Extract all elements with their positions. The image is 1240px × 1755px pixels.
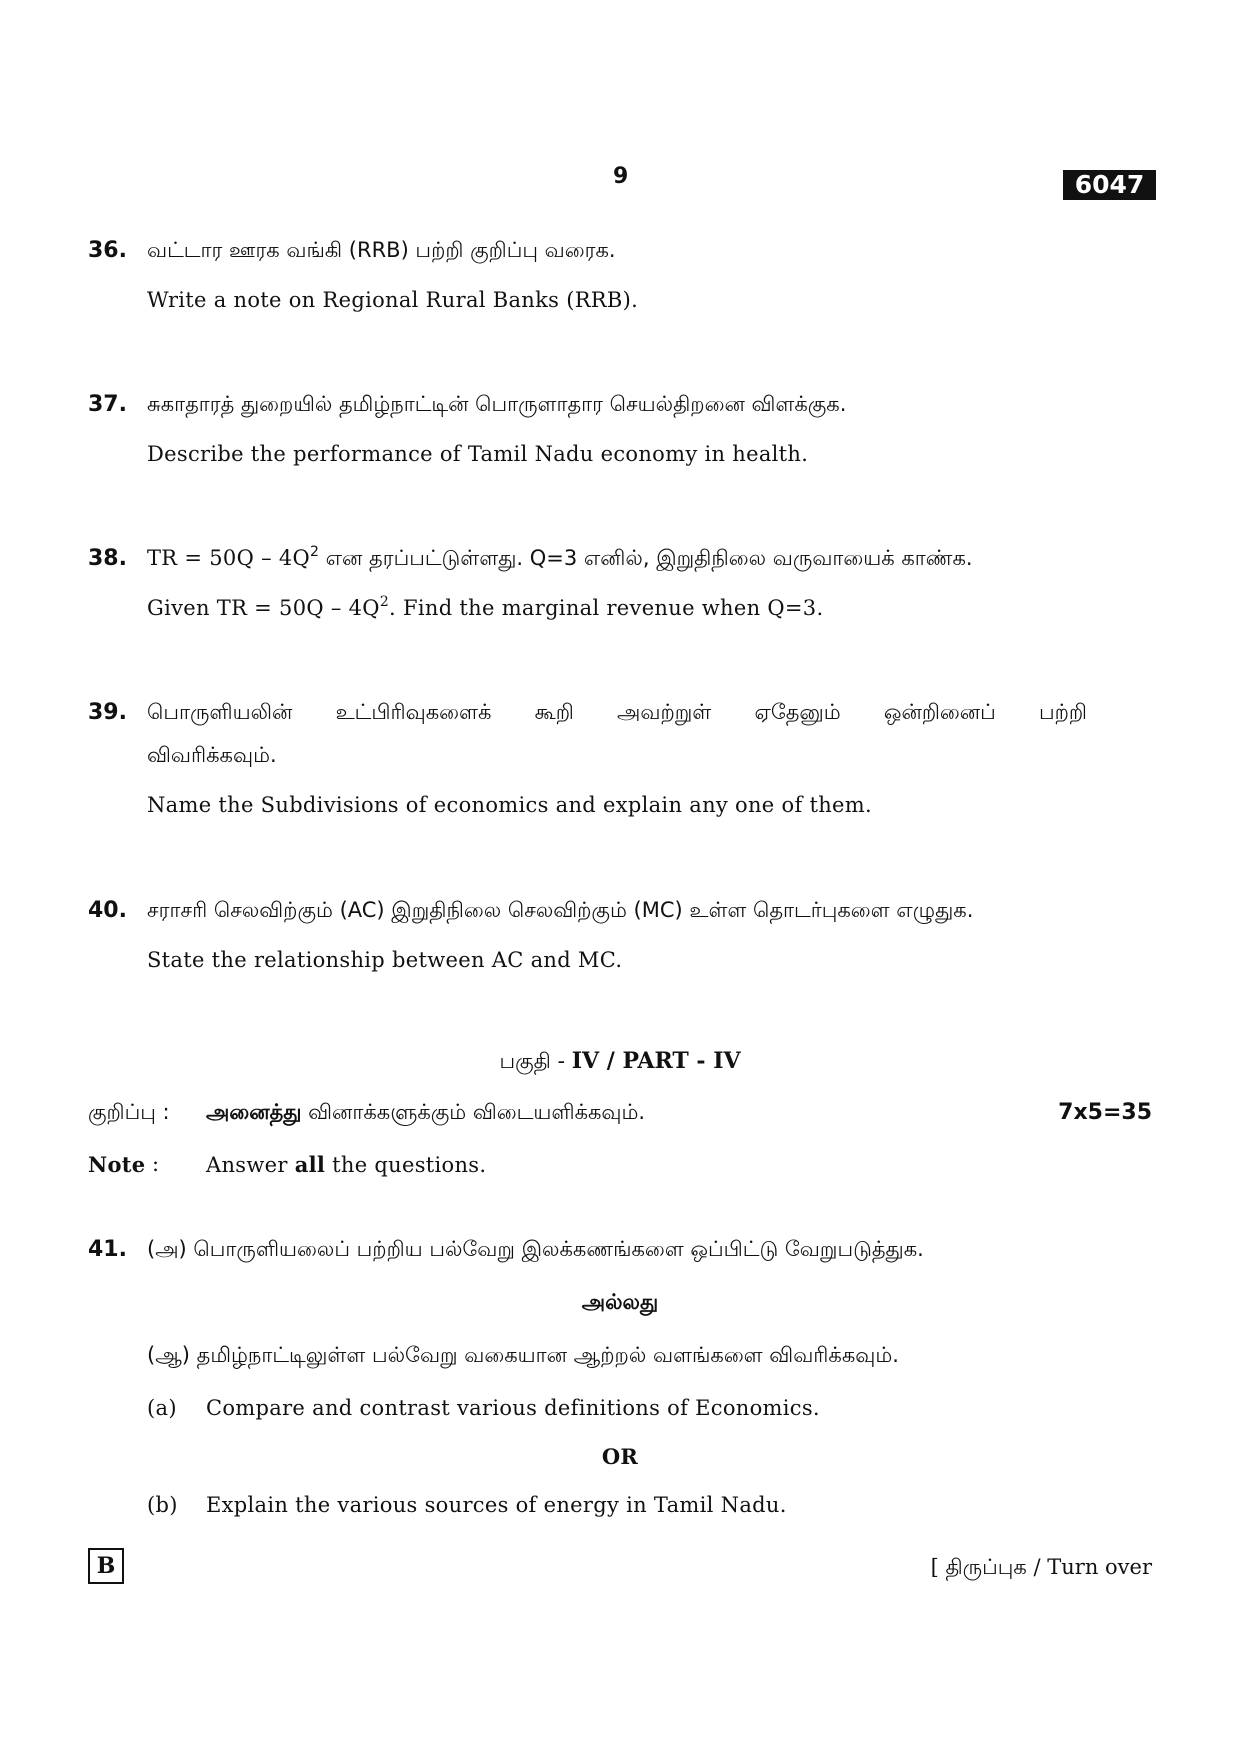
- question-36-english: Write a note on Regional Rural Banks (RRB).: [147, 288, 639, 312]
- question-41-b-english-marker: (b): [147, 1493, 178, 1517]
- question-38-tamil-formula: TR = 50Q – 4Q: [147, 546, 311, 570]
- or-english: OR: [601, 1444, 639, 1469]
- note-tamil-label: குறிப்பு :: [88, 1100, 170, 1124]
- question-41-a-tamil: [147, 1237, 924, 1264]
- question-39-tamil-line2: விவரிக்கவும்.: [147, 743, 277, 767]
- question-41-a-english: Compare and contrast various definitions of Economics.: [206, 1396, 820, 1420]
- part-four-heading-tamil: பகுதி -: [499, 1049, 572, 1073]
- question-number-40: 40.: [88, 898, 127, 923]
- question-number-41: 41.: [88, 1237, 127, 1262]
- note-tamil-rest: வினாக்களுக்கும் விடையளிக்கவும்.: [301, 1100, 646, 1124]
- question-38-tamil-text: என தரப்பட்டுள்ளது. Q=3 எனில், இறுதிநிலை வருவாயைக் காண்க.: [318, 546, 973, 570]
- question-41-a-tamil-marker: (அ): [147, 1237, 187, 1261]
- part-four-heading: [0, 1048, 1240, 1076]
- turn-over-note: [931, 1555, 1152, 1582]
- question-number-36: 36.: [88, 238, 127, 263]
- section-marks: 7x5=35: [1058, 1100, 1152, 1125]
- question-number-39: 39.: [88, 700, 127, 725]
- turn-over-bracket: [: [930, 1555, 946, 1579]
- note-english-pre: Answer: [206, 1153, 295, 1177]
- question-38-tamil: [147, 546, 973, 573]
- question-40-tamil: சராசரி செலவிற்கும் (AC) இறுதிநிலை செலவிற்கும் (MC) உள்ள தொடர்புகளை எழுதுக.: [147, 898, 974, 922]
- question-37-english: Describe the performance of Tamil Nadu economy in health.: [147, 442, 809, 466]
- note-english-post: the questions.: [325, 1153, 487, 1177]
- question-40-english: State the relationship between AC and MC.: [147, 948, 623, 972]
- question-38-tamil-exponent: 2: [310, 544, 319, 560]
- turn-over-english: Turn over: [1047, 1555, 1152, 1579]
- note-english-colon: :: [152, 1152, 160, 1176]
- note-english-text: [206, 1152, 486, 1177]
- booklet-letter-box: B: [88, 1548, 124, 1584]
- or-tamil: அல்லது: [581, 1290, 659, 1314]
- question-38-english-exponent: 2: [379, 594, 390, 610]
- question-41-b-tamil: [147, 1343, 899, 1370]
- turn-over-separator: /: [1026, 1555, 1048, 1579]
- note-english-emphasis: all: [294, 1152, 326, 1177]
- question-number-38: 38.: [88, 546, 127, 571]
- note-tamil-emphasis: அனைத்து: [206, 1100, 302, 1124]
- question-41-b-english: Explain the various sources of energy in Tamil Nadu.: [206, 1493, 787, 1517]
- page-number: 9: [613, 164, 629, 189]
- paper-code-badge: 6047: [1063, 170, 1156, 200]
- question-41-b-tamil-text: தமிழ்நாட்டிலுள்ள பல்வேறு வகையான ஆற்றல் வளங்களை விவரிக்கவும்.: [196, 1343, 899, 1367]
- question-36-tamil: வட்டார ஊரக வங்கி (RRB) பற்றி குறிப்பு வரைக.: [147, 238, 616, 262]
- question-41-b-tamil-marker: (ஆ): [147, 1343, 190, 1367]
- turn-over-tamil: திருப்புக: [945, 1555, 1027, 1579]
- note-english-label: Note: [88, 1152, 146, 1177]
- question-38-english-text: . Find the marginal revenue when Q=3.: [389, 596, 824, 620]
- question-number-37: 37.: [88, 392, 127, 417]
- note-tamil-text: [206, 1100, 645, 1127]
- part-four-heading-english: IV / PART - IV: [571, 1048, 741, 1074]
- question-39-english: Name the Subdivisions of economics and explain any one of them.: [147, 793, 872, 817]
- question-41-a-english-marker: (a): [147, 1396, 177, 1420]
- question-37-tamil: சுகாதாரத் துறையில் தமிழ்நாட்டின் பொருளாதார செயல்திறனை விளக்குக.: [147, 392, 847, 416]
- question-41-a-tamil-text: பொருளியலைப் பற்றிய பல்வேறு இலக்கணங்களை ஒப்பிட்டு வேறுபடுத்துக.: [193, 1237, 924, 1261]
- question-38-english: [147, 596, 823, 620]
- question-39-tamil-line1: பொருளியலின் உட்பிரிவுகளைக் கூறி அவற்றுள் ஏதேனும் ஒன்றினைப் பற்றி: [147, 700, 1087, 724]
- question-38-english-formula: Given TR = 50Q – 4Q: [147, 596, 380, 620]
